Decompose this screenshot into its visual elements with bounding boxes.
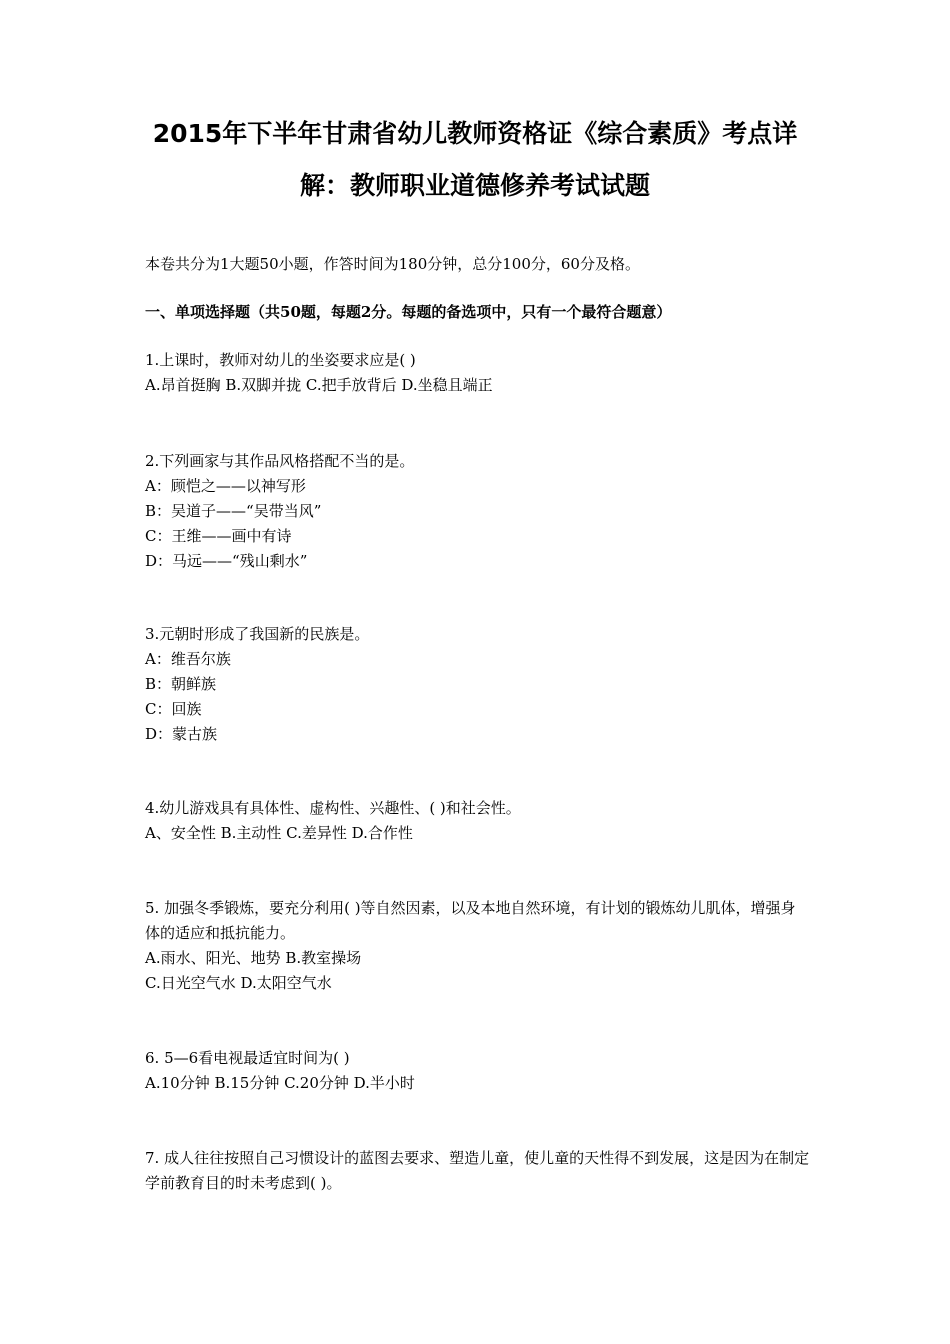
question-7 [145,1146,810,1196]
question-3 [145,622,810,747]
question-stem: 6. 5—6看电视最适宜时间为( ) [145,1049,350,1067]
question-5 [145,896,810,996]
question-stem: 5. 加强冬季锻炼，要充分利用( )等自然因素，以及本地自然环境，有计划的锻炼幼儿肌体，增强身体的适应和抵抗能力。 [145,899,796,942]
question-stem: 2.下列画家与其作品风格搭配不当的是。 [145,452,415,470]
question-options: A.10分钟 B.15分钟 C.20分钟 D.半小时 [145,1074,415,1092]
question-6 [145,1046,810,1096]
question-options: A、安全性 B.主动性 C.差异性 D.合作性 [145,824,413,842]
page-title-line-2: 解：教师职业道德修养考试试题 [299,171,650,200]
option-a: A：维吾尔族 [145,650,231,668]
section-heading: 一、单项选择题（共50题，每题2分。每题的备选项中，只有一个最符合题意） [145,303,672,321]
question-2 [145,449,810,574]
option-c: C：回族 [145,700,202,718]
question-1 [145,348,810,398]
question-options: A.昂首挺胸 B.双脚并拢 C.把手放背后 D.坐稳且端正 [145,376,493,394]
option-b: B：吴道子——“吴带当风” [145,502,322,520]
question-stem: 7. 成人往往按照自己习惯设计的蓝图去要求、塑造儿童，使儿童的天性得不到发展，这是因为在制定学前教育目的时未考虑到( )。 [145,1149,810,1192]
question-stem: 1.上课时，教师对幼儿的坐姿要求应是( ) [145,351,416,369]
option-d: D：马远——“残山剩水” [145,552,308,570]
page-title-line-1: 2015年下半年甘肃省幼儿教师资格证《综合素质》考点详 [152,119,798,148]
question-4 [145,796,810,846]
option-a: A：顾恺之——以神写形 [145,477,306,495]
option-c: C：王维——画中有诗 [145,527,292,545]
option-b: B：朝鲜族 [145,675,217,693]
question-options-2: C.日光空气水 D.太阳空气水 [145,974,332,992]
question-stem: 4.幼儿游戏具有具体性、虚构性、兴趣性、( )和社会性。 [145,799,521,817]
question-stem: 3.元朝时形成了我国新的民族是。 [145,625,370,643]
exam-intro: 本卷共分为1大题50小题，作答时间为180分钟，总分100分，60分及格。 [145,255,640,273]
option-d: D：蒙古族 [145,725,218,743]
question-options-1: A.雨水、阳光、地势 B.教室操场 [145,949,362,967]
